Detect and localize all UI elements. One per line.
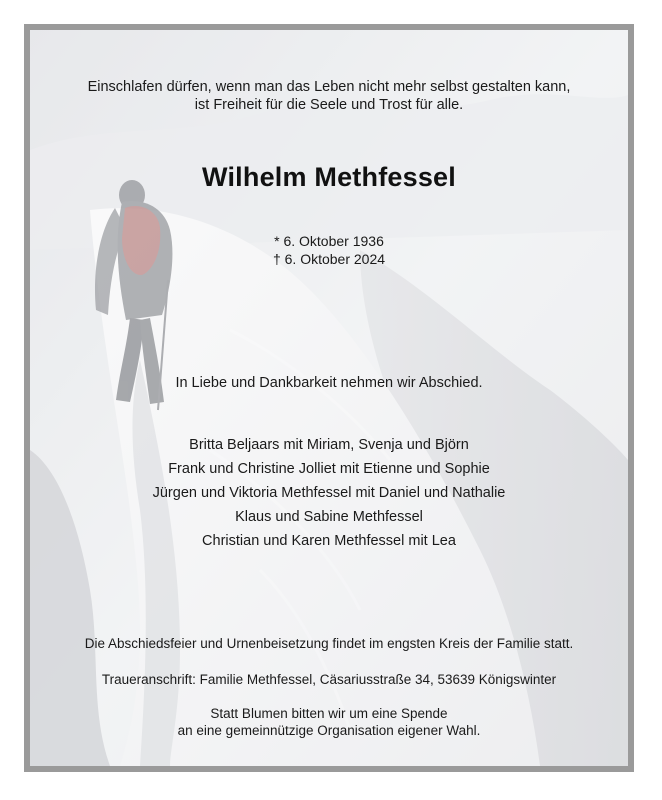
deceased-name: Wilhelm Methfessel (202, 162, 456, 192)
quote-line-2: ist Freiheit für die Seele und Trost für alle. (194, 97, 464, 113)
farewell-text: In Liebe und Dankbarkeit nehmen wir Abschied. (175, 375, 483, 391)
donation-line-1: Statt Blumen bitten wir um eine Spende (210, 706, 448, 721)
obituary-text (30, 30, 628, 766)
family-line: Jürgen und Viktoria Methfessel mit Daniel und Nathalie (152, 485, 506, 501)
family-line: Christian und Karen Methfessel mit Lea (202, 533, 456, 549)
obituary-card (24, 24, 634, 772)
donation-line-2: an eine gemeinnützige Organisation eigener Wahl. (177, 723, 481, 738)
family-line: Frank und Christine Jolliet mit Etienne und Sophie (168, 461, 490, 477)
quote-line-1: Einschlafen dürfen, wenn man das Leben nicht mehr selbst gestalten kann, (87, 79, 571, 95)
ceremony-notice: Die Abschiedsfeier und Urnenbeisetzung findet im engsten Kreis der Familie statt. (84, 636, 574, 651)
death-date: † 6. Oktober 2024 (272, 251, 386, 267)
mourning-address: Traueranschrift: Familie Methfessel, Cäsariusstraße 34, 53639 Königswinter (101, 672, 557, 687)
family-line: Klaus und Sabine Methfessel (235, 509, 423, 525)
birth-date: * 6. Oktober 1936 (274, 233, 384, 249)
family-line: Britta Beljaars mit Miriam, Svenja und Björn (189, 437, 469, 453)
